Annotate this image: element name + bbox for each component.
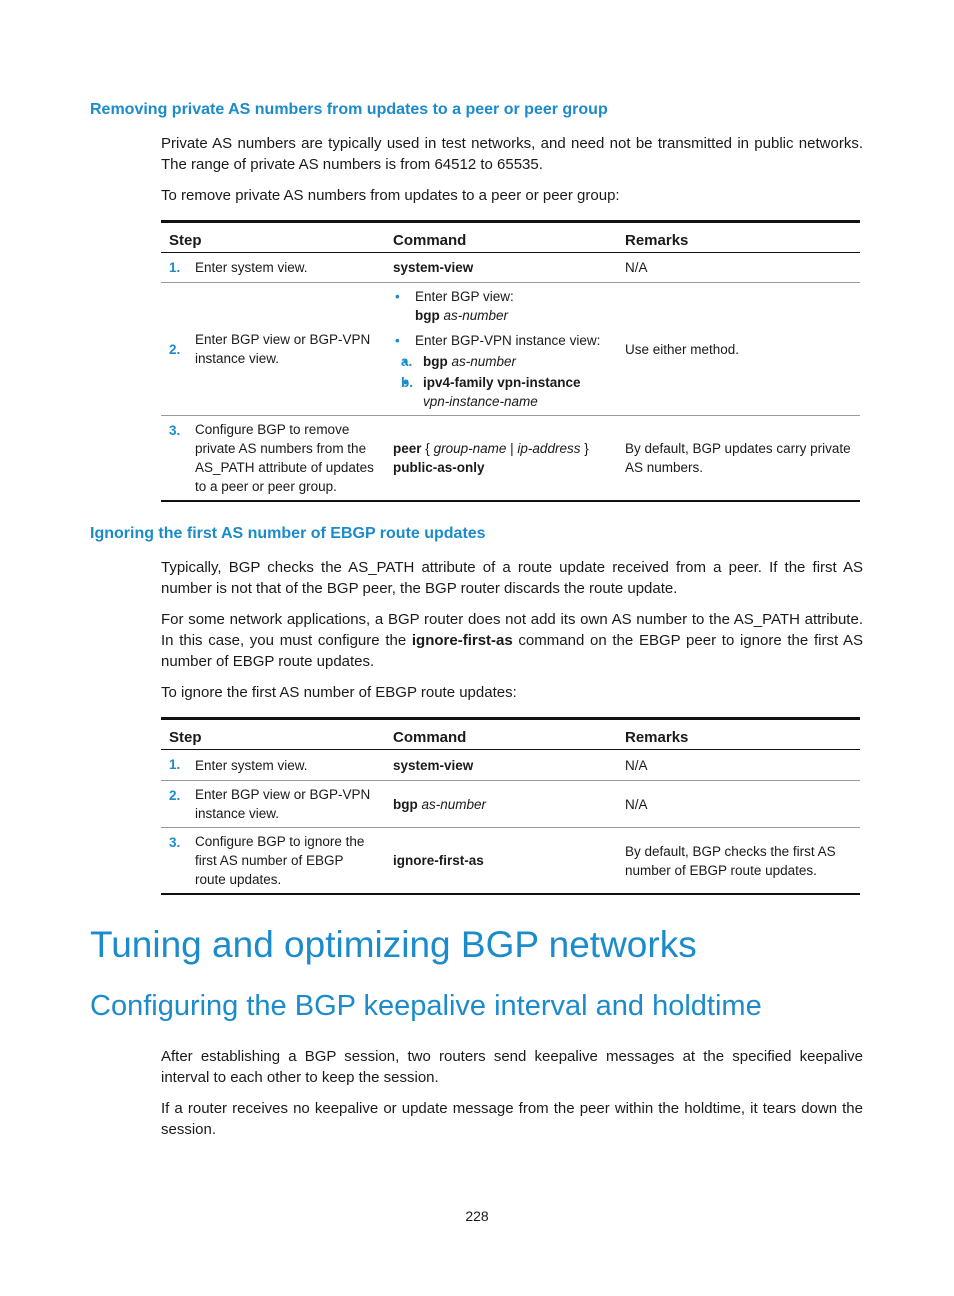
step-number: 2. bbox=[161, 781, 187, 828]
step-description: Enter system view. bbox=[187, 253, 385, 283]
table-row bbox=[161, 283, 860, 416]
command-argument: group-name bbox=[433, 441, 507, 456]
command-argument: as-number bbox=[451, 354, 517, 369]
command-keyword: public-as-only bbox=[393, 460, 485, 475]
command-keyword: bgp bbox=[415, 308, 440, 323]
list-item bbox=[401, 331, 609, 411]
paragraph: To ignore the first AS number of EBGP route updates: bbox=[161, 684, 517, 701]
command-syntax bbox=[385, 781, 617, 828]
command-argument: vpn-instance-name bbox=[423, 394, 538, 409]
bullet-label: Enter BGP-VPN instance view: bbox=[415, 333, 601, 348]
step-description: Enter system view. bbox=[187, 750, 385, 781]
command-text: system-view bbox=[385, 253, 617, 283]
paragraph bbox=[161, 609, 863, 672]
remarks-text: N/A bbox=[617, 253, 860, 283]
bullet-list bbox=[393, 287, 609, 411]
remarks-text: By default, BGP updates carry private AS numbers. bbox=[617, 416, 860, 502]
table-row bbox=[161, 416, 860, 502]
page-number: 228 bbox=[465, 1208, 489, 1224]
steps-table-remove-private-as bbox=[161, 220, 860, 502]
table-row bbox=[161, 828, 860, 895]
step-description: Enter BGP view or BGP-VPN instance view. bbox=[187, 283, 385, 416]
step-number: 3. bbox=[161, 828, 187, 895]
sub-step-list bbox=[393, 352, 609, 411]
syntax-separator: | bbox=[510, 441, 514, 456]
list-item bbox=[415, 287, 609, 325]
step-number: 3. bbox=[161, 416, 187, 502]
command-argument: as-number bbox=[421, 796, 487, 812]
step-description: Enter BGP view or BGP-VPN instance view. bbox=[187, 781, 385, 828]
list-item bbox=[401, 373, 609, 411]
header-remarks: Remarks bbox=[617, 719, 860, 750]
command-argument: as-number bbox=[443, 308, 509, 323]
header-step: Step bbox=[161, 719, 385, 750]
section-heading-ignore-first-as: Ignoring the first AS number of EBGP route updates bbox=[90, 525, 486, 542]
remarks-text: N/A bbox=[617, 781, 860, 828]
header-command: Command bbox=[385, 222, 617, 253]
sub-step-letter: • b. bbox=[401, 375, 413, 390]
command-argument: ip-address bbox=[517, 441, 581, 456]
command-keyword: ipv4-family vpn-instance bbox=[423, 375, 581, 390]
paragraph-text: command on the EBGP peer to ignore the first AS number of EBGP route updates. bbox=[161, 632, 863, 670]
sub-step-letter: • a. bbox=[401, 354, 413, 369]
paragraph: Private AS numbers are typically used in test networks, and need not be transmitted in public networks. The range of private AS numbers is from 64512 to 65535. bbox=[161, 135, 863, 173]
bullet-label: Enter BGP view: bbox=[415, 289, 514, 304]
paragraph-text: For some network applications, a BGP router does not add its own AS number to the AS_PATH attribute. In this case, you must configure the bbox=[161, 611, 863, 649]
command-keyword: peer bbox=[393, 441, 422, 456]
header-step: Step bbox=[161, 222, 385, 253]
paragraph: To remove private AS numbers from updates to a peer or peer group: bbox=[161, 187, 620, 204]
table-header-row bbox=[161, 222, 860, 253]
command-keyword: bgp bbox=[393, 796, 418, 812]
steps-table-ignore-first-as bbox=[161, 717, 860, 895]
table-row bbox=[161, 750, 860, 781]
remarks-text: By default, BGP checks the first AS number of EBGP route updates. bbox=[617, 828, 860, 895]
command-options bbox=[385, 283, 617, 416]
command-keyword: bgp bbox=[423, 354, 448, 369]
header-remarks: Remarks bbox=[617, 222, 860, 253]
step-number: 1. bbox=[161, 253, 187, 283]
inline-command-keyword: ignore-first-as bbox=[411, 632, 513, 649]
chapter-title: Tuning and optimizing BGP networks bbox=[90, 924, 697, 965]
paragraph: After establishing a BGP session, two routers send keepalive messages at the specified keepalive interval to each other to keep the session. bbox=[161, 1048, 863, 1086]
header-command: Command bbox=[385, 719, 617, 750]
section-heading-remove-private-as: Removing private AS numbers from updates to a peer or peer group bbox=[90, 101, 608, 118]
step-number: 2. bbox=[161, 283, 187, 416]
syntax-brace: { bbox=[425, 441, 430, 456]
table-row bbox=[161, 253, 860, 283]
list-item bbox=[401, 352, 609, 371]
step-number: 1. bbox=[161, 750, 187, 781]
command-text: ignore-first-as bbox=[385, 828, 617, 895]
table-header-row bbox=[161, 719, 860, 750]
paragraph: Typically, BGP checks the AS_PATH attribute of a route update received from a peer. If the first AS number is not that of the BGP peer, the BGP router discards the route update. bbox=[161, 559, 863, 597]
table-row bbox=[161, 781, 860, 828]
step-description: Configure BGP to remove private AS numbers from the AS_PATH attribute of updates to a peer or peer group. bbox=[187, 416, 385, 502]
paragraph: If a router receives no keepalive or update message from the peer within the holdtime, it tears down the session. bbox=[161, 1100, 863, 1138]
section-heading-keepalive: Configuring the BGP keepalive interval and holdtime bbox=[90, 990, 762, 1022]
step-description: Configure BGP to ignore the first AS number of EBGP route updates. bbox=[187, 828, 385, 895]
syntax-brace: } bbox=[584, 441, 589, 456]
command-syntax bbox=[385, 416, 617, 502]
remarks-text: N/A bbox=[617, 750, 860, 781]
command-text: system-view bbox=[385, 750, 617, 781]
remarks-text: Use either method. bbox=[617, 283, 860, 416]
